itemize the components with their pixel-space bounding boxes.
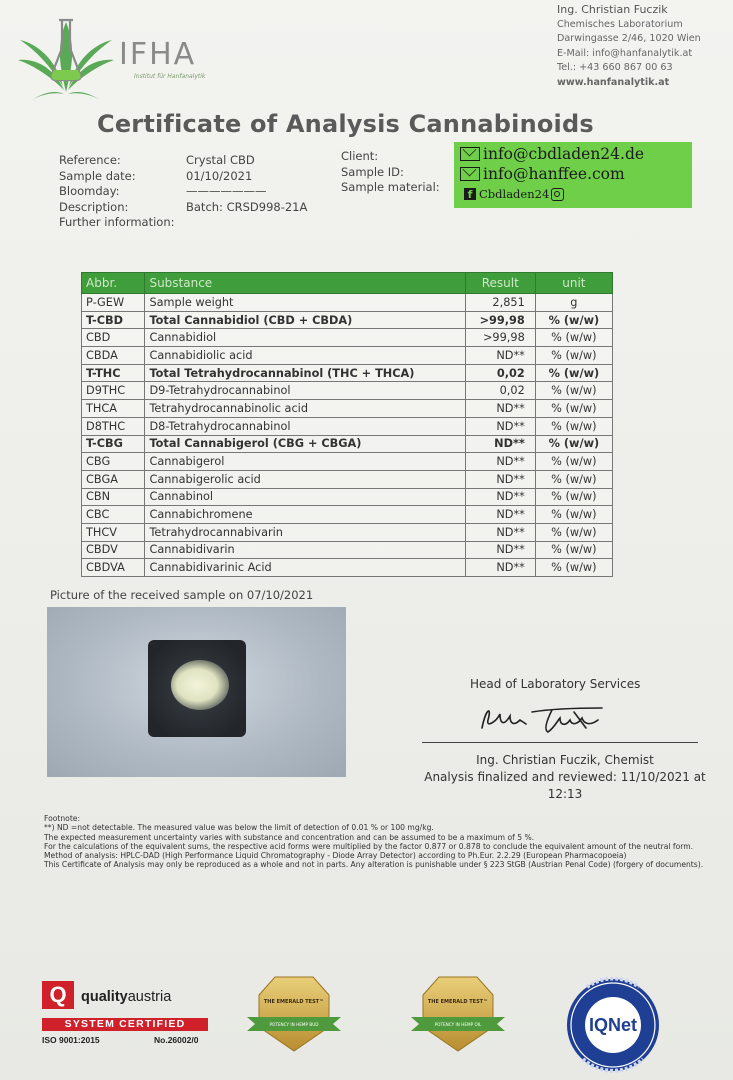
meta-label: Description: [59,199,129,214]
contact-social: Cbdladen24 [479,187,550,201]
cell-abbr: T-CBD [82,311,145,329]
page-title: Certificate of Analysis Cannabinoids [97,110,594,138]
logo-text: IFHA [119,37,197,72]
cell-result: ND** [465,453,535,471]
footnote-heading: Footnote: [44,814,81,823]
cell-result: >99,98 [465,329,535,347]
cell-substance: Cannabidivarin [145,541,465,559]
system-certified-band: SYSTEM CERTIFIED [42,1018,208,1031]
cell-result: 0,02 [465,364,535,382]
meta-value: Crystal CBD [186,153,255,167]
cell-substance: D8-Tetrahydrocannabinol [145,417,465,435]
cell-abbr: CBD [82,329,145,347]
emerald-seal-icon [245,975,343,1053]
cell-substance: Cannabichromene [145,506,465,524]
contact-email-row [460,164,686,184]
cell-substance: Total Tetrahydrocannabinol (THC + THCA) [145,364,465,382]
quality-austria-badge [40,981,210,1049]
client-labels [341,149,440,196]
meta-value: ——————— [186,184,267,198]
lab-line: E-Mail: info@hanfanalytik.at [557,47,693,59]
qa-name-bold: quality [81,989,128,1005]
cell-unit: % (w/w) [535,311,612,329]
table-row [82,435,613,453]
logo-subtitle: Institut für Hanfanalytik [134,73,206,80]
table-row [82,382,613,400]
table-row [82,364,613,382]
table-row [82,559,613,577]
footnote-line: This Certificate of Analysis may only be reproduced as a whole and not in parts. Any alteration is punishable under § 223 StGB (Austrian Penal Code) (forgery of documents). [44,860,704,870]
lab-line: Darwingasse 2/46, 1020 Wien [557,33,701,44]
meta-label: Further information: [59,215,175,229]
cell-abbr: CBN [82,488,145,506]
cell-result: 2,851 [465,294,535,312]
table-row [82,294,613,312]
iso-number: ISO 9001:2015 [42,1035,100,1045]
cell-abbr: CBC [82,506,145,524]
signer-name: Ing. Christian Fuczik, Chemist [476,753,654,767]
cell-result: ND** [465,470,535,488]
table-row [82,541,613,559]
ifha-logo [16,12,226,102]
footnote-line: The expected measurement uncertainty varies with substance and concentration and can be assumed to be a maximum of 5 %. [44,832,535,842]
cell-result: ND** [465,523,535,541]
cell-unit: % (w/w) [535,364,612,382]
cell-abbr: P-GEW [82,294,145,312]
cell-substance: Total Cannabigerol (CBG + CBGA) [145,435,465,453]
emerald-band: POTENCY IN HEMP BUD [269,1022,319,1027]
cell-substance: Tetrahydrocannabinolic acid [145,400,465,418]
client-label: Sample ID: [341,164,404,179]
hemp-leaf-flask-icon [16,12,116,102]
table-row [82,523,613,541]
table-row [82,400,613,418]
footnote [44,814,724,870]
meta-label: Sample date: [59,168,136,183]
handwritten-signature [474,698,624,738]
quality-austria-name [81,989,171,1005]
certificate-number: No.26002/0 [154,1035,199,1045]
col-header-unit: unit [535,273,612,294]
cell-result: ND** [465,400,535,418]
cell-substance: Cannabigerol [145,453,465,471]
cell-substance: D9-Tetrahydrocannabinol [145,382,465,400]
signer-info [405,752,725,803]
cell-result: ND** [465,347,535,365]
cell-abbr: D9THC [82,382,145,400]
emerald-seal-icon [409,975,507,1053]
cell-unit: % (w/w) [535,400,612,418]
emerald-title: THE EMERALD TEST™ [427,999,489,1005]
sample-tray [148,640,246,737]
cell-unit: g [535,294,612,312]
quality-austria-q-icon: Q [42,981,74,1009]
cell-abbr: D8THC [82,417,145,435]
contact-email: info@hanffee.com [483,165,625,183]
footnote-line: For the calculations of the equivalent sums, the respective acid forms were multiplied by the factor 0.877 or 0.878 to conclude the equivalent amount of the neutral form. [44,841,694,851]
cell-abbr: THCV [82,523,145,541]
cell-abbr: CBG [82,453,145,471]
cell-unit: % (w/w) [535,559,612,577]
cell-unit: % (w/w) [535,488,612,506]
iqnet-certified-seal-icon [565,977,661,1073]
table-header-row [82,273,613,294]
mail-icon [460,167,480,181]
cell-abbr: CBDVA [82,559,145,577]
cell-unit: % (w/w) [535,382,612,400]
cell-abbr: THCA [82,400,145,418]
results-table [81,272,613,577]
meta-label: Reference: [59,153,121,167]
finalized-time: 12:13 [547,787,583,801]
cell-abbr: T-CBG [82,435,145,453]
lab-line: Tel.: +43 660 867 00 63 [557,62,673,73]
cell-result: ND** [465,435,535,453]
lab-line: Chemisches Laboratorium [557,18,683,30]
cell-abbr: CBGA [82,470,145,488]
lab-name: Ing. Christian Fuczik [557,3,668,16]
head-of-lab-label: Head of Laboratory Services [470,677,641,691]
footnote-line: **) ND =not detectable. The measured value was below the limit of detection of 0.01 % or 100 mg/kg. [44,823,434,833]
footnote-line: Method of analysis: HPLC-DAD (High Performance Liquid Chromatography - Diode Array Detector) according to Ph.Eur. 2.2.29 (European Pharmacopoeia) [44,851,627,861]
signature-line [422,742,698,743]
lab-website: www.hanfanalytik.at [557,76,670,88]
cell-abbr: T-THC [82,364,145,382]
table-row [82,417,613,435]
cell-result: ND** [465,506,535,524]
mail-icon [460,147,480,161]
cell-unit: % (w/w) [535,347,612,365]
cell-substance: Cannabidiolic acid [145,347,465,365]
cell-result: >99,98 [465,311,535,329]
contact-social-row [460,184,686,204]
table-row [82,488,613,506]
cell-substance: Total Cannabidiol (CBD + CBDA) [145,311,465,329]
cell-result: ND** [465,541,535,559]
contact-email: info@cbdladen24.de [483,145,645,163]
picture-caption: Picture of the received sample on 07/10/2021 [50,588,314,602]
meta-value: 01/10/2021 [186,168,253,183]
cell-unit: % (w/w) [535,453,612,471]
cell-substance: Cannabinol [145,488,465,506]
table-row [82,506,613,524]
col-header-result: Result [465,273,535,294]
finalized-text: Analysis finalized and reviewed: 11/10/2021 at [424,770,706,784]
cell-unit: % (w/w) [535,470,612,488]
cell-unit: % (w/w) [535,329,612,347]
cell-substance: Sample weight [145,294,465,312]
emerald-title: THE EMERALD TEST™ [263,999,325,1005]
cell-unit: % (w/w) [535,506,612,524]
cell-substance: Cannabidivarinic Acid [145,559,465,577]
contact-email-row [460,144,686,164]
meta-values [186,153,307,215]
emerald-test-seal-bud [245,975,343,1053]
sample-photo [47,607,346,777]
meta-value: Batch: CRSD998-21A [186,199,308,214]
meta-label: Bloomday: [59,184,120,198]
lab-address [557,3,701,90]
cell-unit: % (w/w) [535,523,612,541]
iqnet-label: IQNet [588,1015,638,1035]
contact-sticker [454,142,692,208]
sample-powder [171,660,229,710]
cell-substance: Cannabigerolic acid [145,470,465,488]
table-row [82,311,613,329]
cell-result: ND** [465,488,535,506]
cell-unit: % (w/w) [535,435,612,453]
cell-abbr: CBDA [82,347,145,365]
client-label: Client: [341,149,379,163]
cell-unit: % (w/w) [535,417,612,435]
cell-substance: Cannabidiol [145,329,465,347]
meta-labels [59,153,175,231]
table-row [82,347,613,365]
cell-abbr: CBDV [82,541,145,559]
table-row [82,329,613,347]
cell-result: 0,02 [465,382,535,400]
emerald-test-seal-oil [409,975,507,1053]
cell-result: ND** [465,417,535,435]
qa-name-rest: austria [127,989,172,1005]
cell-result: ND** [465,559,535,577]
cell-substance: Tetrahydrocannabivarin [145,523,465,541]
client-label: Sample material: [341,180,440,194]
col-header-abbr: Abbr. [82,273,145,294]
instagram-icon [551,188,564,201]
cell-unit: % (w/w) [535,541,612,559]
table-row [82,470,613,488]
facebook-icon: f [464,188,476,200]
col-header-substance: Substance [145,273,465,294]
table-row [82,453,613,471]
emerald-band: POTENCY IN HEMP OIL [434,1022,482,1027]
